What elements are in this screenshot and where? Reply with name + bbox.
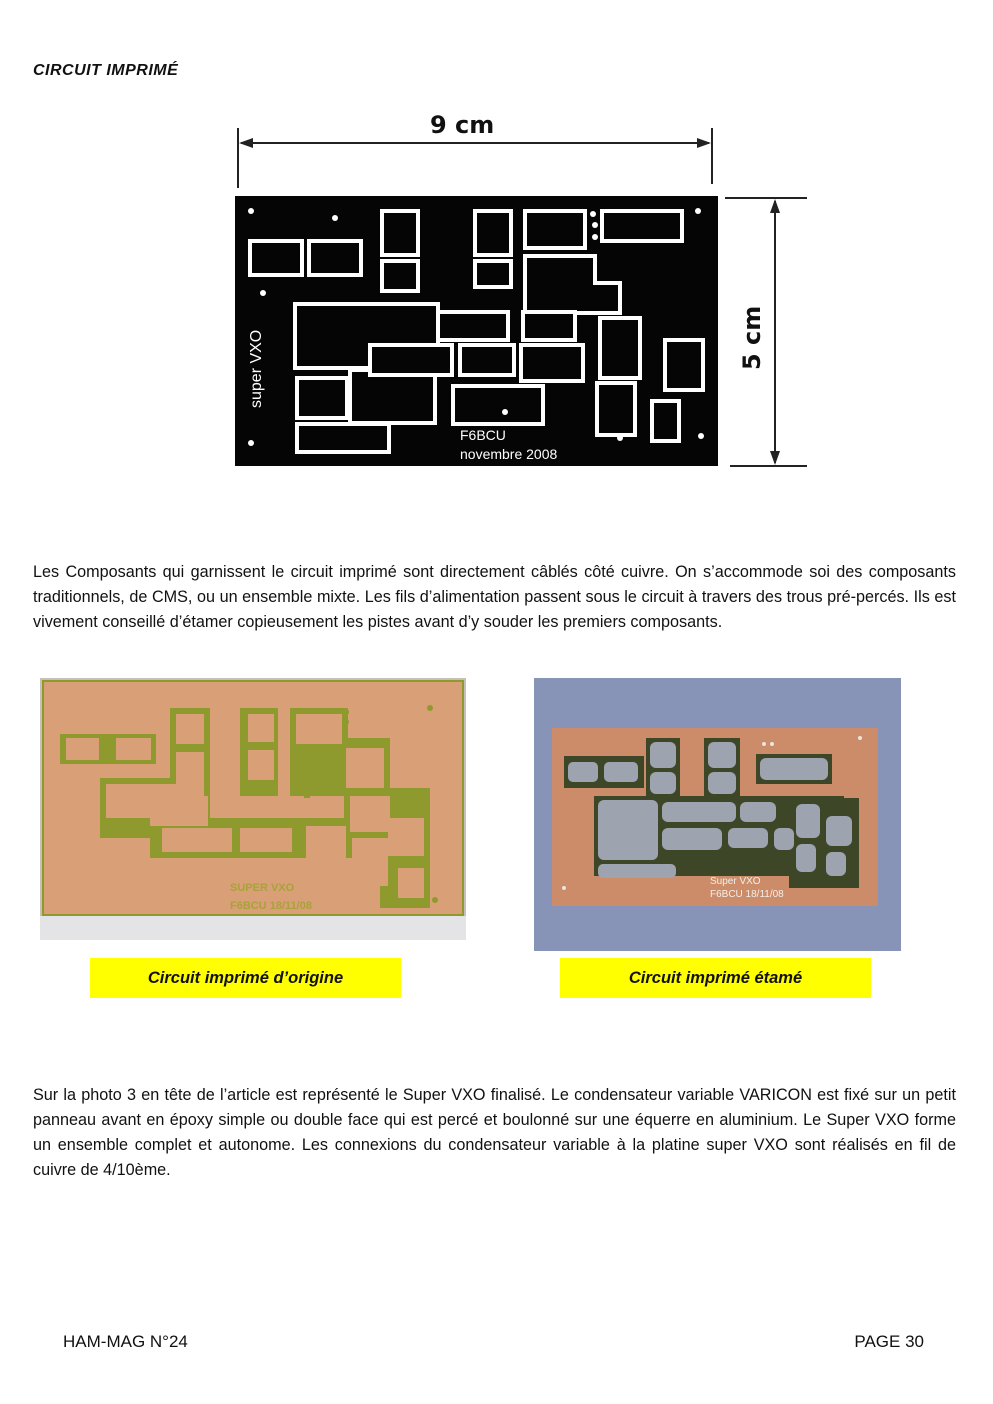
photo-pcb-tinned — [534, 678, 901, 951]
height-dimension-label: 5 cm — [738, 305, 766, 370]
photo-pcb-original — [40, 678, 466, 940]
caption-original-pcb: Circuit imprimé d’origine — [90, 958, 401, 998]
paragraph-finished-vxo: Sur la photo 3 en tête de l’article est représenté le Super VXO finalisé. Le condensateur variable VARICON est fixé sur un petit panneau avant en époxy simple ou double face qui est percé et boulonné sur une équerre en aluminium. Le Super VXO forme un ensemble complet et autonome. Les connexions du condensateur variable à la platine super VXO sont réalisés en fil de cuivre de 4/10ème. — [33, 1086, 956, 1179]
pcb-layout-drawing — [225, 108, 815, 473]
board-author-label: F6BCU — [460, 427, 506, 443]
board-date-label: novembre 2008 — [460, 446, 558, 462]
photo1-label-line1: SUPER VXO — [230, 882, 295, 894]
photo2-label-line2: F6BCU 18/11/08 — [710, 889, 784, 900]
section-heading: CIRCUIT IMPRIMÉ — [33, 62, 179, 79]
footer-page-number: PAGE 30 — [854, 1332, 924, 1351]
caption-tinned-pcb: Circuit imprimé étamé — [560, 958, 871, 998]
width-dimension-label: 9 cm — [430, 111, 495, 139]
footer-magazine-issue: HAM-MAG N°24 — [63, 1332, 188, 1351]
photo1-label-line2: F6BCU 18/11/08 — [230, 900, 312, 912]
paragraph-components: Les Composants qui garnissent le circuit imprimé sont directement câblés côté cuivre. On s’accommode soi des composants traditionnels, de CMS, ou un ensemble mixte. Les fils d’alimentation passent sous le circuit à travers des trous pré-percés. Ils est vivement conseillé d’étamer copieusement les pistes avant d’y souder les premiers composants. — [33, 563, 956, 631]
photo2-label-line1: Super VXO — [710, 876, 761, 887]
board-name-label: super VXO — [248, 329, 265, 408]
